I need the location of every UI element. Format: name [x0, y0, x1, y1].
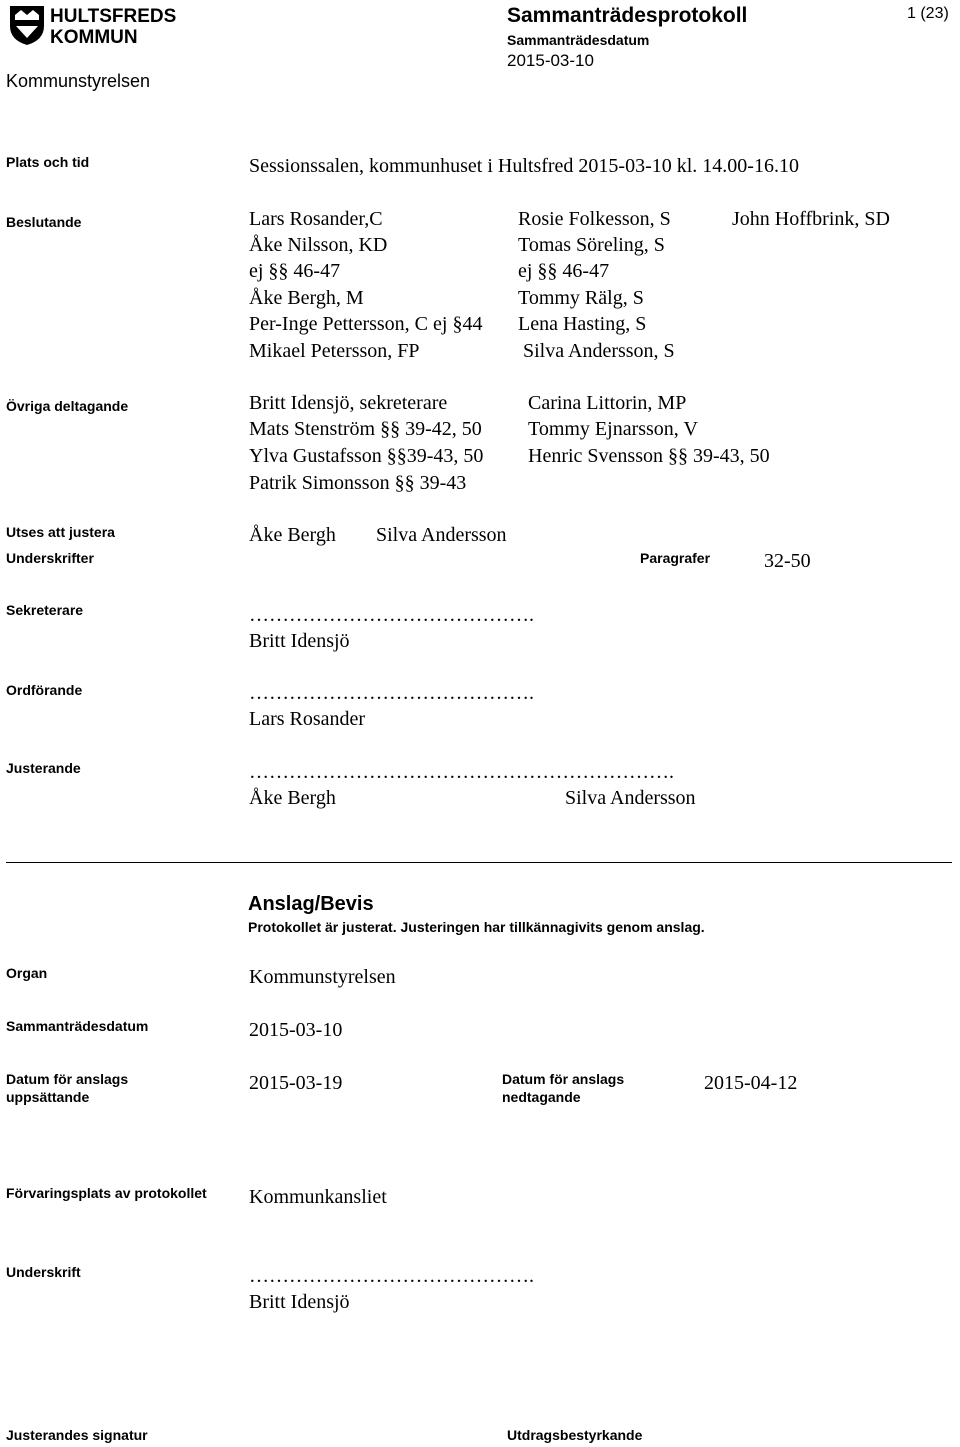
document-title: Sammanträdesprotokoll [507, 4, 748, 27]
participant: Carina Littorin, MP [528, 392, 687, 414]
notice-subtitle: Protokollet är justerat. Justeringen har tillkännagivits genom anslag. [248, 919, 705, 935]
paragraphs-value: 32-50 [764, 550, 811, 572]
member: Åke Bergh, M [249, 287, 364, 309]
organ-value: Kommunstyrelsen [249, 966, 396, 988]
logo-line-1: HULTSFREDS [50, 6, 177, 27]
adjusters-label: Utses att justera [6, 524, 115, 540]
chair-name: Lars Rosander [249, 708, 366, 730]
header-date-label: Sammanträdesdatum [507, 32, 650, 48]
adjuster-signature-line: ………………………………………………………. [249, 761, 674, 783]
notice-date-value: 2015-03-10 [249, 1019, 343, 1041]
paragraphs-label: Paragrafer [640, 550, 711, 566]
notice-title: Anslag/Bevis [248, 893, 374, 915]
chair-signature-line: ……………………………………. [249, 682, 534, 704]
footer-certification: Utdragsbestyrkande [507, 1427, 643, 1443]
member: Per-Inge Pettersson, C ej §44 [249, 313, 483, 335]
section-divider [6, 862, 952, 863]
participant: Ylva Gustafsson §§39-43, 50 [249, 445, 484, 467]
signature-label: Underskrift [6, 1264, 81, 1280]
member: Åke Nilsson, KD [249, 234, 388, 256]
logo-line-2: KOMMUN [50, 27, 138, 46]
municipal-crest-icon [6, 2, 184, 46]
place-value: Sessionssalen, kommunhuset i Hultsfred 2015-03-10 kl. 14.00-16.10 [249, 155, 799, 177]
secretary-name: Britt Idensjö [249, 630, 350, 652]
participant: Britt Idensjö, sekreterare [249, 392, 448, 414]
signature-line: ……………………………………. [249, 1265, 534, 1287]
adjuster-name-2: Silva Andersson [565, 787, 696, 809]
adjuster-name: Åke Bergh [249, 524, 336, 546]
decision-makers-label: Beslutande [6, 214, 82, 230]
member: Tommy Rälg, S [518, 287, 644, 309]
removed-date: 2015-04-12 [704, 1072, 798, 1094]
member: John Hoffbrink, SD [732, 208, 890, 230]
posted-date: 2015-03-19 [249, 1072, 343, 1094]
adjuster-name-1: Åke Bergh [249, 787, 336, 809]
removed-label-line-2: nedtagande [502, 1089, 581, 1105]
adjuster-name: Silva Andersson [376, 524, 507, 546]
adjuster-label: Justerande [6, 760, 81, 776]
secretary-label: Sekreterare [6, 602, 84, 618]
posted-label-line-2: uppsättande [6, 1089, 90, 1105]
participant: Henric Svensson §§ 39-43, 50 [528, 445, 770, 467]
member: Mikael Petersson, FP [249, 340, 420, 362]
storage-label: Förvaringsplats av protokollet [6, 1185, 207, 1201]
participant: Patrik Simonsson §§ 39-43 [249, 472, 467, 494]
page-number: 1 (23) [907, 5, 949, 22]
organ-label: Organ [6, 965, 48, 981]
participant: Mats Stenström §§ 39-42, 50 [249, 418, 482, 440]
signature-name: Britt Idensjö [249, 1291, 350, 1313]
participant: Tommy Ejnarsson, V [528, 418, 698, 440]
member: Lena Hasting, S [518, 313, 647, 335]
member: Rosie Folkesson, S [518, 208, 671, 230]
storage-value: Kommunkansliet [249, 1186, 387, 1208]
member: Tomas Söreling, S [518, 234, 665, 256]
footer-adjuster-signature: Justerandes signatur [6, 1427, 148, 1443]
member: ej §§ 46-47 [518, 260, 610, 282]
removed-label-line-1: Datum för anslags [502, 1071, 625, 1087]
posted-label-line-1: Datum för anslags [6, 1071, 129, 1087]
notice-date-label: Sammanträdesdatum [6, 1018, 149, 1034]
header-org: Kommunstyrelsen [6, 71, 151, 91]
member: Lars Rosander,C [249, 208, 383, 230]
member: ej §§ 46-47 [249, 260, 341, 282]
member: Silva Andersson, S [523, 340, 675, 362]
others-label: Övriga deltagande [6, 398, 129, 414]
signatures-label: Underskrifter [6, 550, 94, 566]
secretary-signature-line: ……………………………………. [249, 604, 534, 626]
place-label: Plats och tid [6, 154, 90, 170]
chair-label: Ordförande [6, 682, 83, 698]
header-date: 2015-03-10 [507, 51, 594, 70]
hultsfred-logo [6, 2, 184, 46]
